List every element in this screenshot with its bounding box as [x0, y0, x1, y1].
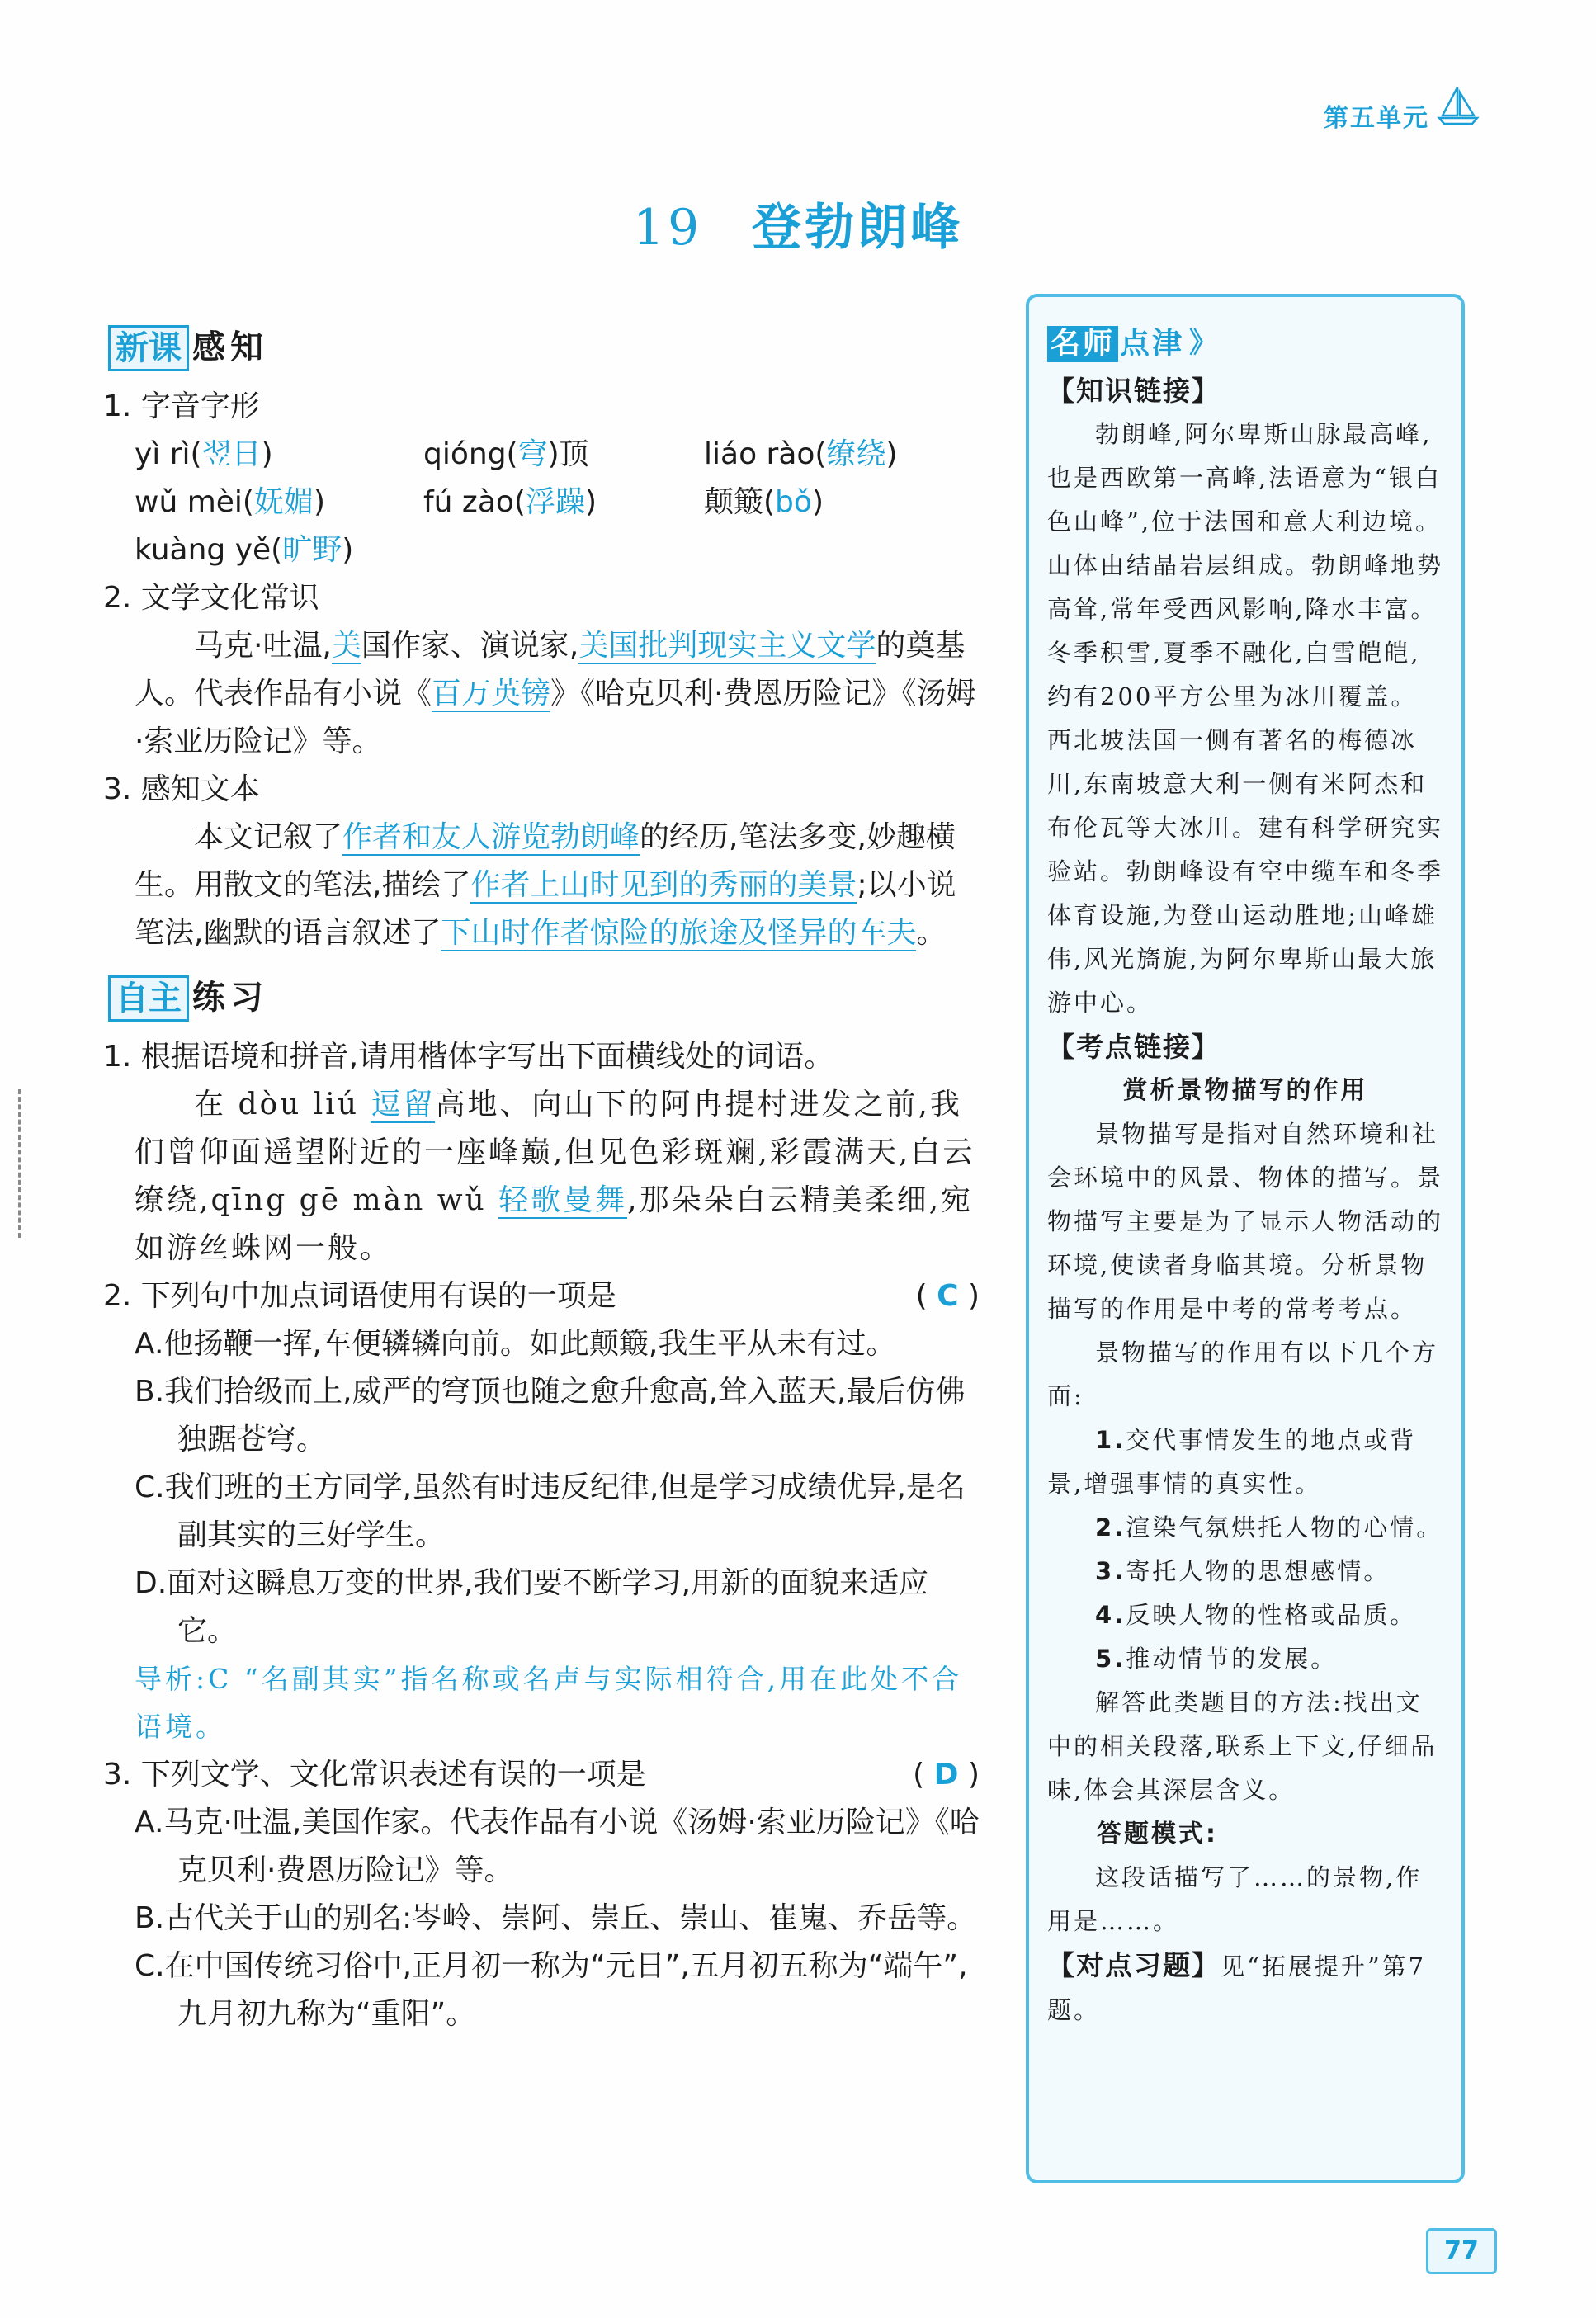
p2-guide: 导析:C “名副其实”指名称或名声与实际相符合,用在此处不合语境。 — [135, 1663, 963, 1743]
sidebar-title-box: 名师 — [1047, 326, 1118, 362]
p2-stem — [103, 1272, 980, 1320]
section-head-box: 自主 — [108, 975, 189, 1022]
option-a: A.他扬鞭一挥,车便辚辚向前。如此颠簸,我生平从未有过。 — [135, 1327, 896, 1361]
practice-ref: 【对点习题】见“拓展提升”第7题。 — [1047, 1949, 1427, 2024]
main-column — [103, 314, 980, 2038]
lesson-title — [0, 188, 1596, 259]
answer-mode-label: 答题模式: — [1097, 1820, 1218, 1848]
p2-options — [103, 1320, 980, 1655]
p3-options — [103, 1799, 980, 2038]
sidebar-title — [1047, 322, 1443, 366]
section-head-text: 感知 — [192, 328, 268, 366]
q2-label: 2. 文学文化常识 — [103, 581, 319, 615]
lesson-number: 19 — [632, 199, 703, 257]
teacher-tips-sidebar — [1026, 294, 1465, 2183]
option-d: D.面对这瞬息万变的世界,我们要不断学习,用新的面貌来适应它。 — [135, 1566, 929, 1648]
exam-point-para: 景物描写是指对自然环境和社会环境中的风景、物体的描写。景物描写主要是为了显示人物活动的环境,使读者身临其境。分析景物描写的作用是中考的常考考点。 — [1047, 1120, 1444, 1323]
option-a: A.马克·吐温,美国作家。代表作品有小说《汤姆·索亚历险记》《哈克贝利·费恩历险记》等。 — [135, 1806, 980, 1887]
section-head-practice — [108, 969, 980, 1022]
page-number: 77 — [1426, 2228, 1497, 2274]
q1-label: 1. 字音字形 — [103, 389, 260, 423]
section-head-preview — [108, 319, 980, 371]
pinyin-row — [103, 526, 980, 574]
lesson-name: 登勃朗峰 — [752, 199, 964, 257]
p1-label: 1. 根据语境和拼音,请用楷体字写出下面横线处的词语。 — [103, 1040, 834, 1074]
pinyin-item: fú zào(浮躁) — [423, 485, 597, 519]
p3-answer: ( D ) — [913, 1758, 980, 1792]
pinyin-grid — [103, 431, 980, 574]
p1-text: 在 dòu liú 逗留高地、向山下的阿冉提村进发之前,我们曾仰面遥望附近的一座峰巅,但见色彩斑斓,彩霞满天,白云缭绕,qīng gē màn wǔ 轻歌曼舞,那朵朵白云精美柔细,宛如游丝蛛网一般。 — [135, 1088, 975, 1265]
q3-text: 本文记叙了作者和友人游览勃朗峰的经历,笔法多变,妙趣横生。用散文的笔法,描绘了作者上山时见到的秀丽的美景;以小说笔法,幽默的语言叙述了下山时作者惊险的旅途及怪异的车夫。 — [135, 820, 956, 950]
section-head-text: 练习 — [192, 979, 268, 1017]
pinyin-item: 颠簸(bǒ) — [704, 485, 824, 519]
sailboat-icon — [1436, 83, 1480, 127]
pinyin-row — [103, 431, 980, 479]
p2-answer: ( C ) — [915, 1279, 980, 1313]
p2-label: 2. 下列句中加点词语使用有误的一项是 — [103, 1279, 616, 1313]
option-b: B.我们拾级而上,威严的穹顶也随之愈升愈高,耸入蓝天,最后仿佛独踞苍穹。 — [135, 1375, 966, 1456]
exam-point-subtitle: 赏析景物描写的作用 — [1122, 1076, 1368, 1105]
answer-mode-text: 这段话描写了……的景物,作用是……。 — [1047, 1863, 1423, 1935]
sidebar-title-text: 点津 — [1120, 327, 1185, 361]
knowledge-link-text: 勃朗峰,阿尔卑斯山脉最高峰,也是西欧第一高峰,法语意为“银白色山峰”,位于法国和意大利边境。山体由结晶岩层组成。勃朗峰地势高耸,常年受西风影响,降水丰富。冬季积雪,夏季不融化,白雪皑皑,约有200平方公里为冰川覆盖。西北坡法国一侧有著名的梅德冰川,东南坡意大利一侧有米阿杰和布伦瓦等大冰川。建有科学研究实验站。勃朗峰设有空中缆车和冬季体育设施,为登山运动胜地;山峰雄伟,风光旖旎,为阿尔卑斯山最大旅游中心。 — [1047, 420, 1444, 1017]
p3-stem — [103, 1751, 980, 1799]
pinyin-row — [103, 479, 980, 526]
q2-text: 马克·吐温,美国作家、演说家,美国批判现实主义文学的奠基人。代表作品有小说《百万英镑》《哈克贝利·费恩历险记》《汤姆·索亚历险记》等。 — [135, 629, 976, 758]
p3-label: 3. 下列文学、文化常识表述有误的一项是 — [103, 1758, 646, 1792]
section-head-box: 新课 — [108, 325, 189, 371]
q3-label: 3. 感知文本 — [103, 772, 260, 806]
pinyin-item: kuàng yě(旷野) — [135, 533, 354, 567]
option-b: B.古代关于山的别名:岑岭、崇阿、崇丘、崇山、崔嵬、乔岳等。 — [135, 1901, 977, 1935]
pinyin-item: qióng(穹)顶 — [423, 437, 589, 471]
exam-point-list-item: 1.交代事情发生的地点或背景,增强事情的真实性。 — [1047, 1426, 1417, 1498]
exam-point-list-item: 3.寄托人物的思想感情。 — [1095, 1557, 1391, 1585]
option-c: C.在中国传统习俗中,正月初一称为“元日”,五月初五称为“端午”,九月初九称为“重阳”。 — [135, 1949, 968, 2031]
exam-point-head: 【考点链接】 — [1047, 1031, 1221, 1063]
exam-point-list-item: 2.渲染气氛烘托人物的心情。 — [1095, 1513, 1443, 1541]
exam-point-para: 景物描写的作用有以下几个方面: — [1047, 1338, 1439, 1410]
exam-point-list-item: 5.推动情节的发展。 — [1095, 1645, 1338, 1673]
pinyin-item: liáo rào(缭绕) — [704, 437, 898, 471]
pinyin-item: wǔ mèi(妩媚) — [135, 485, 326, 519]
unit-label: 第五单元 — [1324, 104, 1429, 133]
binding-dash — [18, 1089, 24, 1238]
double-chevron-icon: 》 — [1189, 327, 1221, 360]
option-c: C.我们班的王方同学,虽然有时违反纪律,但是学习成绩优异,是名副其实的三好学生。 — [135, 1471, 966, 1552]
exam-point-para: 解答此类题目的方法:找出文中的相关段落,联系上下文,仔细品味,体会其深层含义。 — [1047, 1688, 1438, 1804]
knowledge-link-head: 【知识链接】 — [1047, 375, 1221, 407]
pinyin-item: yì rì(翌日) — [135, 437, 273, 471]
exam-point-list-item: 4.反映人物的性格或品质。 — [1095, 1601, 1417, 1629]
